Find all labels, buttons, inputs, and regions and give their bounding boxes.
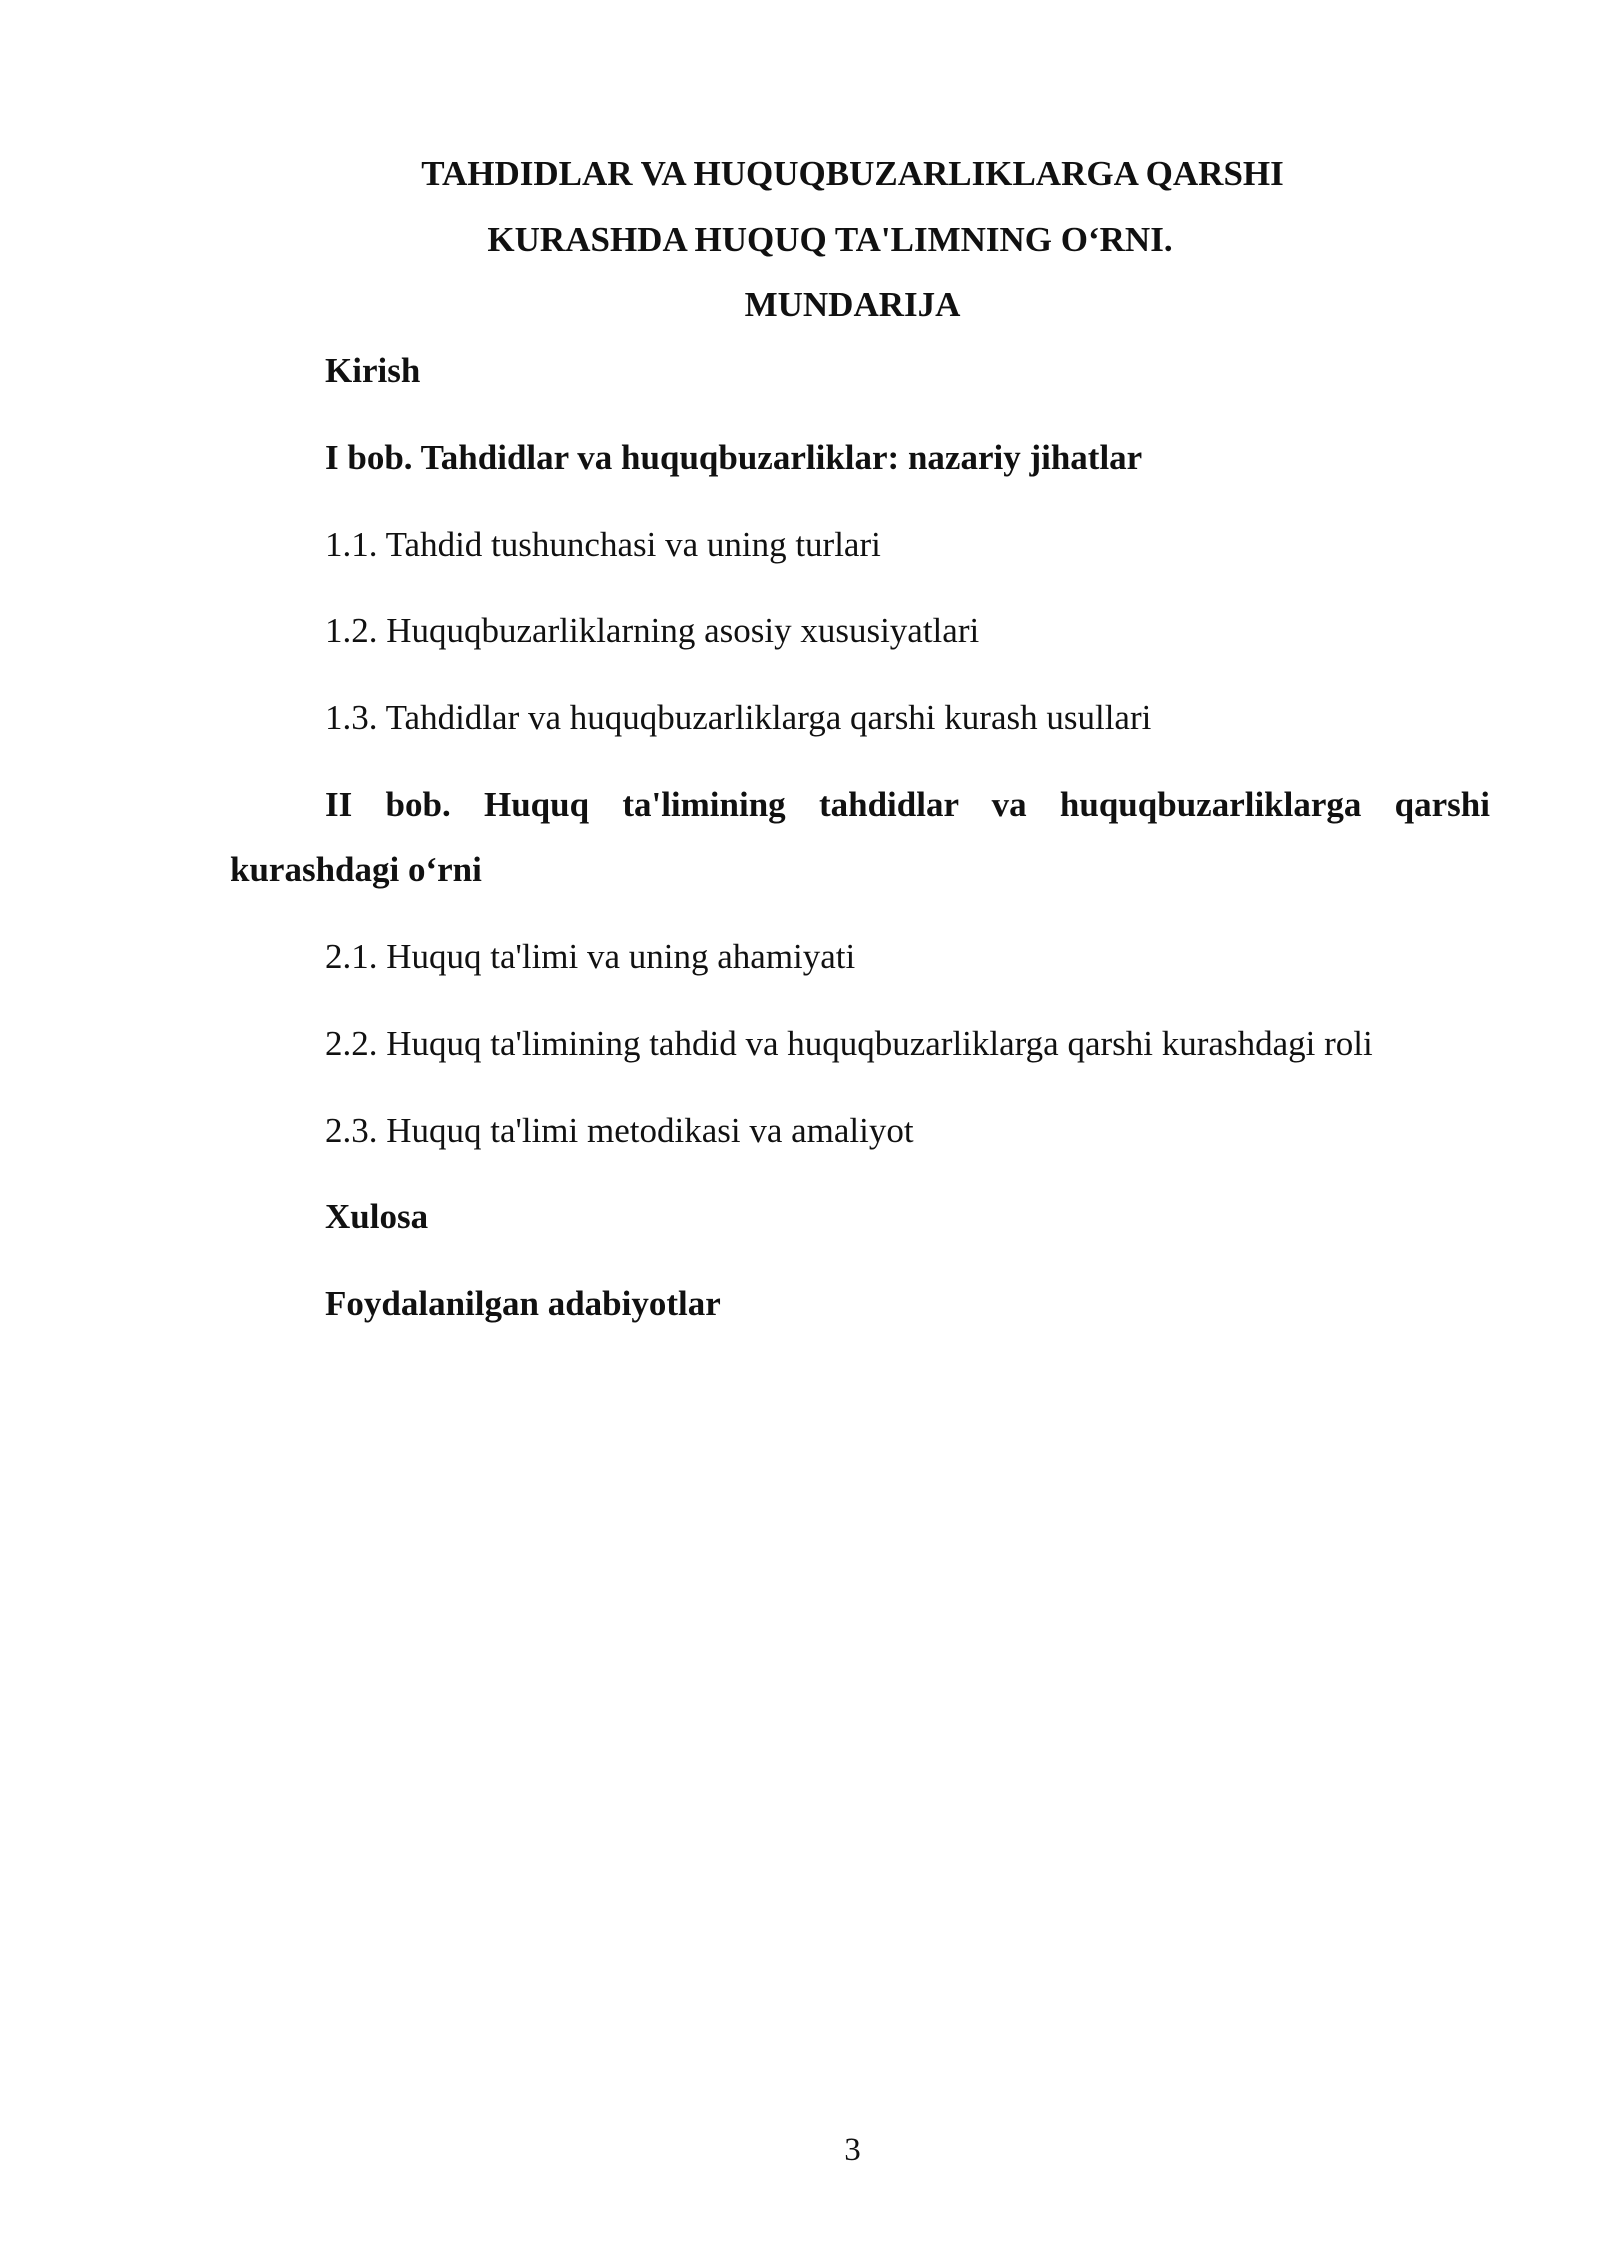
- title-line-2: KURASHDA HUQUQ TA'LIMNING O‘RNI.: [487, 220, 1173, 259]
- toc-item-references: Foydalanilgan adabiyotlar: [325, 1284, 721, 1323]
- toc-item-2-1: 2.1. Huquq ta'limi va uning ahamiyati: [325, 937, 856, 976]
- toc-item-2-2: 2.2. Huquq ta'limining tahdid va huquqbuzarliklarga qarshi kurashdagi roli: [325, 1024, 1373, 1063]
- toc-item-1-2: 1.2. Huquqbuzarliklarning asosiy xususiyatlari: [325, 611, 980, 650]
- toc-item-1-3: 1.3. Tahdidlar va huquqbuzarliklarga qarshi kurash usullari: [325, 698, 1152, 737]
- toc-item-chapter-1: I bob. Tahdidlar va huquqbuzarliklar: nazariy jihatlar: [325, 438, 1143, 477]
- toc-heading: MUNDARIJA: [744, 285, 961, 324]
- toc-item-2-3: 2.3. Huquq ta'limi metodikasi va amaliyot: [325, 1111, 914, 1150]
- toc-item-conclusion: Xulosa: [325, 1197, 429, 1236]
- toc-item-chapter-2: [230, 772, 1490, 902]
- toc-item-chapter-2-line-2: kurashdagi o‘rni: [230, 850, 482, 889]
- toc-item-intro: Kirish: [325, 351, 421, 390]
- toc-item-1-1: 1.1. Tahdid tushunchasi va uning turlari: [325, 525, 881, 564]
- title-line-1: TAHDIDLAR VA HUQUQBUZARLIKLARGA QARSHI: [421, 154, 1284, 193]
- page-number: 3: [844, 2132, 861, 2168]
- toc-item-chapter-2-line-1: II bob. Huquq ta'limining tahdidlar va huquqbuzarliklarga qarshi: [325, 785, 1490, 824]
